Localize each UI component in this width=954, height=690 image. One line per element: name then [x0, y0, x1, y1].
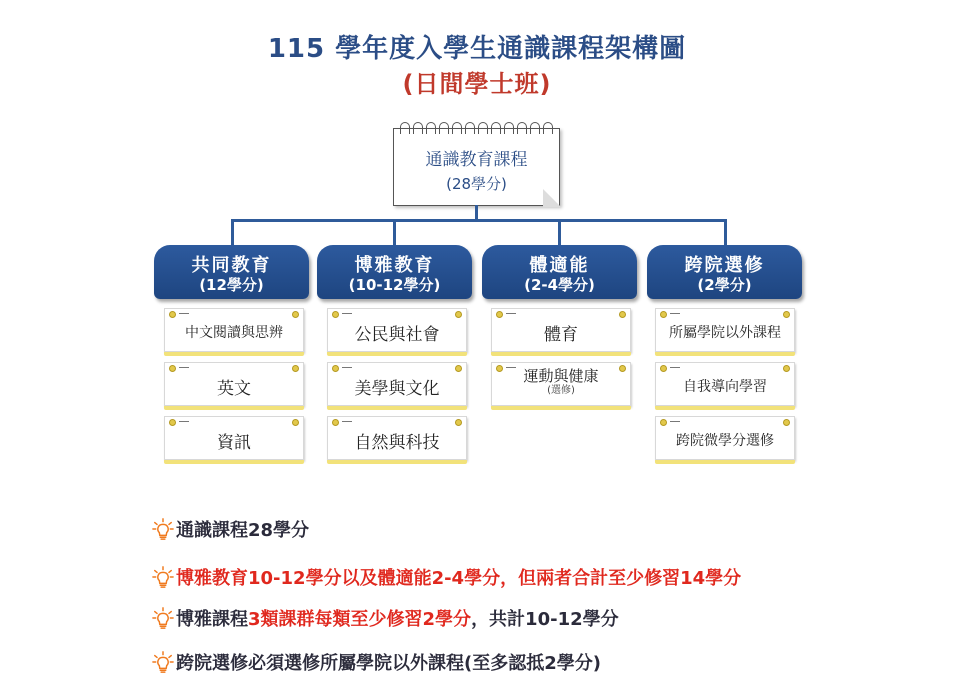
category-name: 共同教育	[191, 255, 272, 276]
root-node-name: 通識教育課程	[425, 150, 528, 170]
course-name: 自然與科技	[354, 433, 440, 453]
course-card	[327, 416, 467, 460]
note-text-highlight: 3類課群每類至少修習2學分	[248, 609, 472, 630]
notepad-rings	[400, 122, 553, 134]
note-text: 跨院選修必須選修所屬學院以外課程(至多認抵2學分)	[176, 653, 601, 674]
light-bulb-icon	[152, 607, 174, 629]
category-common-education	[154, 245, 309, 299]
category-credits: (10-12學分)	[348, 276, 441, 294]
course-name: 所屬學院以外課程	[669, 325, 781, 341]
course-card	[491, 308, 631, 352]
course-name-note: (選修)	[547, 385, 575, 396]
category-name: 博雅教育	[354, 255, 435, 276]
note-total-credits	[152, 516, 309, 542]
course-card	[655, 416, 795, 460]
root-node-general-education	[393, 128, 560, 206]
page-fold	[543, 189, 561, 207]
course-card	[327, 308, 467, 352]
course-name: 公民與社會	[354, 325, 440, 345]
root-node-credits: (28學分)	[446, 175, 507, 193]
category-name: 體適能	[529, 255, 590, 276]
course-card	[164, 308, 304, 352]
course-card	[327, 362, 467, 406]
page-title: 115 學年度入學生通識課程架構圖	[267, 34, 687, 64]
course-name: 自我導向學習	[683, 379, 767, 395]
category-credits: (12學分)	[199, 276, 264, 294]
light-bulb-icon	[152, 518, 174, 540]
category-credits: (2-4學分)	[524, 276, 595, 294]
connector-root-down	[475, 205, 478, 220]
course-card	[655, 362, 795, 406]
note-cross-college	[152, 649, 601, 675]
category-name: 跨院選修	[684, 255, 765, 276]
connector-cat-4	[724, 219, 727, 246]
note-text-part: ，共計10-12學分	[471, 609, 619, 630]
category-credits: (2學分)	[697, 276, 752, 294]
note-text-part: 博雅課程	[176, 609, 248, 630]
course-name: 資訊	[217, 433, 251, 453]
light-bulb-icon	[152, 651, 174, 673]
note-text: 通識課程28學分	[176, 520, 310, 541]
course-name-main: 運動與健康	[523, 367, 599, 385]
page-subtitle: (日間學士班)	[402, 70, 552, 98]
connector-cat-3	[558, 219, 561, 246]
note-text: 博雅教育10-12學分以及體適能2-4學分，但兩者合計至少修習14學分	[176, 568, 742, 589]
connector-cat-2	[393, 219, 396, 246]
connector-horizontal	[231, 219, 727, 222]
light-bulb-icon	[152, 566, 174, 588]
course-name	[492, 368, 630, 397]
course-name: 體育	[544, 325, 578, 345]
course-name: 中文閱讀與思辨	[185, 325, 283, 341]
category-liberal-arts	[317, 245, 472, 299]
course-card	[164, 362, 304, 406]
course-card	[655, 308, 795, 352]
course-name: 跨院微學分選修	[676, 433, 774, 449]
course-name: 美學與文化	[354, 379, 440, 399]
category-physical-fitness	[482, 245, 637, 299]
category-cross-college-electives	[647, 245, 802, 299]
note-liberal-clusters	[152, 605, 619, 631]
course-card	[491, 362, 631, 406]
course-name: 英文	[217, 379, 251, 399]
note-liberal-fitness-rule	[152, 564, 741, 590]
course-card	[164, 416, 304, 460]
connector-cat-1	[231, 219, 234, 246]
